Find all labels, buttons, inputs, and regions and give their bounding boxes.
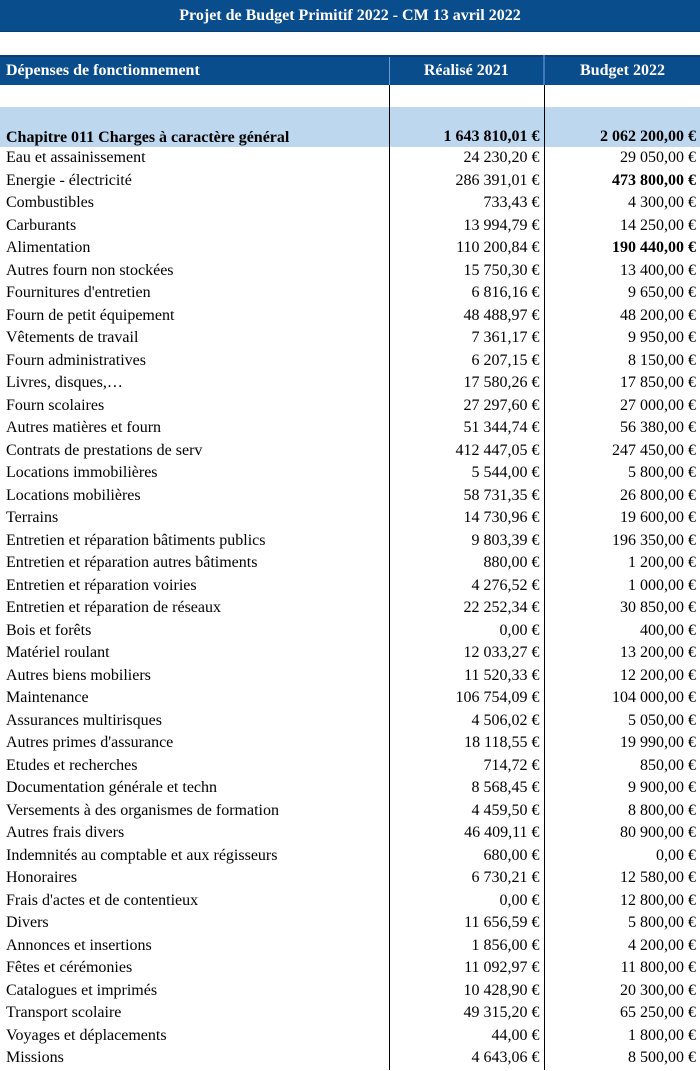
row-label: Voyages et déplacements	[0, 1025, 389, 1048]
row-realise: 27 297,60 €	[389, 395, 544, 418]
header-row	[0, 56, 700, 85]
row-label: Transport scolaire	[0, 1002, 389, 1025]
row-label: Frais d'actes et de contentieux	[0, 890, 389, 913]
row-realise: 44,00 €	[389, 1025, 544, 1048]
row-realise: 5 544,00 €	[389, 462, 544, 485]
row-label: Terrains	[0, 507, 389, 530]
row-realise: 48 488,97 €	[389, 305, 544, 328]
row-budget: 9 650,00 €	[628, 284, 696, 302]
header-budget: Budget 2022	[544, 56, 700, 85]
row-realise: 46 409,11 €	[389, 822, 544, 845]
row-budget: 9 950,00 €	[628, 329, 696, 347]
row-label: Contrats de prestations de serv	[0, 440, 389, 463]
row-label: Catalogues et imprimés	[0, 980, 389, 1003]
row-label: Autres biens mobiliers	[0, 665, 389, 688]
row-realise: 14 730,96 €	[389, 507, 544, 530]
row-budget: 5 050,00 €	[628, 711, 696, 729]
row-budget: 11 800,00 €	[620, 959, 696, 977]
chapter-budget: 2 062 200,00 €	[544, 107, 700, 147]
row-label: Livres, disques,…	[0, 372, 389, 395]
row-budget: 4 300,00 €	[628, 194, 696, 212]
row-label: Documentation générale et techn	[0, 777, 389, 800]
table-row	[0, 237, 700, 260]
row-budget: 19 990,00 €	[620, 734, 696, 752]
row-budget: 190 440,00 €	[612, 239, 696, 257]
table-row	[0, 777, 700, 800]
table-row	[0, 732, 700, 755]
table-row	[0, 260, 700, 283]
row-budget: 12 580,00 €	[620, 869, 696, 887]
row-label: Missions	[0, 1047, 389, 1070]
table-row	[0, 440, 700, 463]
row-budget: 400,00 €	[640, 621, 696, 639]
row-budget: 1 000,00 €	[628, 576, 696, 594]
row-budget: 4 200,00 €	[628, 936, 696, 954]
row-realise: 4 506,02 €	[389, 710, 544, 733]
row-budget: 1 200,00 €	[628, 554, 696, 572]
table-row	[0, 957, 700, 980]
table-row	[0, 170, 700, 193]
row-realise: 24 230,20 €	[389, 147, 544, 170]
row-realise: 106 754,09 €	[389, 687, 544, 710]
row-realise: 17 580,26 €	[389, 372, 544, 395]
table-row	[0, 687, 700, 710]
table-row	[0, 642, 700, 665]
row-budget: 247 450,00 €	[612, 441, 696, 459]
row-label: Maintenance	[0, 687, 389, 710]
row-label: Fourn scolaires	[0, 395, 389, 418]
row-label: Entretien et réparation bâtiments publics	[0, 530, 389, 553]
table-row	[0, 867, 700, 890]
row-budget: 48 200,00 €	[620, 306, 696, 324]
row-realise: 13 994,79 €	[389, 215, 544, 238]
row-realise: 10 428,90 €	[389, 980, 544, 1003]
table-row	[0, 935, 700, 958]
table-row	[0, 1025, 700, 1048]
table-row	[0, 890, 700, 913]
row-budget: 8 800,00 €	[628, 801, 696, 819]
row-budget: 0,00 €	[656, 846, 696, 864]
table-row	[0, 575, 700, 598]
row-budget: 5 800,00 €	[628, 464, 696, 482]
row-realise: 4 459,50 €	[389, 800, 544, 823]
row-budget: 17 850,00 €	[620, 374, 696, 392]
row-budget: 1 800,00 €	[628, 1026, 696, 1044]
row-label: Energie - électricité	[0, 170, 389, 193]
row-budget: 20 300,00 €	[620, 981, 696, 999]
table-row	[0, 282, 700, 305]
row-realise: 714,72 €	[389, 755, 544, 778]
row-realise: 110 200,84 €	[389, 237, 544, 260]
row-budget: 850,00 €	[640, 756, 696, 774]
row-label: Autres frais divers	[0, 822, 389, 845]
table-row	[0, 800, 700, 823]
expense-rows	[0, 147, 700, 1070]
row-realise: 11 092,97 €	[389, 957, 544, 980]
row-budget: 27 000,00 €	[620, 396, 696, 414]
row-label: Combustibles	[0, 192, 389, 215]
row-label: Fourn de petit équipement	[0, 305, 389, 328]
table-row	[0, 620, 700, 643]
table-row	[0, 552, 700, 575]
table-row	[0, 485, 700, 508]
row-budget: 8 500,00 €	[628, 1049, 696, 1067]
table-row	[0, 597, 700, 620]
row-label: Etudes et recherches	[0, 755, 389, 778]
row-label: Vêtements de travail	[0, 327, 389, 350]
row-budget: 65 250,00 €	[620, 1004, 696, 1022]
table-row	[0, 215, 700, 238]
row-budget: 13 200,00 €	[620, 644, 696, 662]
table-row	[0, 665, 700, 688]
row-budget: 5 800,00 €	[628, 914, 696, 932]
row-label: Fournitures d'entretien	[0, 282, 389, 305]
header-realise: Réalisé 2021	[389, 56, 544, 85]
row-realise: 9 803,39 €	[389, 530, 544, 553]
row-realise: 49 315,20 €	[389, 1002, 544, 1025]
row-realise: 12 033,27 €	[389, 642, 544, 665]
table-row	[0, 372, 700, 395]
table-row	[0, 530, 700, 553]
row-realise: 680,00 €	[389, 845, 544, 868]
row-budget: 13 400,00 €	[620, 261, 696, 279]
row-budget: 12 200,00 €	[620, 666, 696, 684]
row-budget: 9 900,00 €	[628, 779, 696, 797]
row-label: Matériel roulant	[0, 642, 389, 665]
row-budget: 29 050,00 €	[620, 149, 696, 167]
row-realise: 412 447,05 €	[389, 440, 544, 463]
row-label: Eau et assainissement	[0, 147, 389, 170]
row-realise: 8 568,45 €	[389, 777, 544, 800]
row-label: Autres primes d'assurance	[0, 732, 389, 755]
row-label: Annonces et insertions	[0, 935, 389, 958]
chapter-row	[0, 107, 700, 147]
chapter-label: Chapitre 011 Charges à caractère général	[0, 107, 389, 147]
header-label: Dépenses de fonctionnement	[0, 56, 389, 85]
row-label: Fêtes et cérémonies	[0, 957, 389, 980]
row-realise: 51 344,74 €	[389, 417, 544, 440]
table-row	[0, 395, 700, 418]
row-budget: 196 350,00 €	[612, 531, 696, 549]
row-label: Locations mobilières	[0, 485, 389, 508]
table-row	[0, 462, 700, 485]
row-label: Bois et forêts	[0, 620, 389, 643]
row-realise: 6 730,21 €	[389, 867, 544, 890]
table-row	[0, 1047, 700, 1070]
row-label: Indemnités au comptable et aux régisseurs	[0, 845, 389, 868]
row-label: Honoraires	[0, 867, 389, 890]
table-row	[0, 507, 700, 530]
row-realise: 7 361,17 €	[389, 327, 544, 350]
table-row	[0, 822, 700, 845]
table-row	[0, 327, 700, 350]
table-row	[0, 710, 700, 733]
row-realise: 6 816,16 €	[389, 282, 544, 305]
table-row	[0, 755, 700, 778]
row-label: Autres fourn non stockées	[0, 260, 389, 283]
row-realise: 0,00 €	[389, 890, 544, 913]
table-row	[0, 147, 700, 170]
row-label: Versements à des organismes de formation	[0, 800, 389, 823]
table-row	[0, 1002, 700, 1025]
row-realise: 1 856,00 €	[389, 935, 544, 958]
row-label: Carburants	[0, 215, 389, 238]
row-realise: 11 656,59 €	[389, 912, 544, 935]
row-budget: 473 800,00 €	[612, 171, 696, 189]
budget-table	[0, 55, 700, 1070]
row-budget: 26 800,00 €	[620, 486, 696, 504]
row-realise: 4 643,06 €	[389, 1047, 544, 1070]
row-label: Assurances multirisques	[0, 710, 389, 733]
row-budget: 56 380,00 €	[620, 419, 696, 437]
row-budget: 12 800,00 €	[620, 891, 696, 909]
row-budget: 30 850,00 €	[620, 599, 696, 617]
row-realise: 22 252,34 €	[389, 597, 544, 620]
spacer	[0, 32, 700, 55]
blank-row	[0, 85, 700, 107]
row-realise: 880,00 €	[389, 552, 544, 575]
row-label: Locations immobilières	[0, 462, 389, 485]
row-realise: 11 520,33 €	[389, 665, 544, 688]
row-budget: 104 000,00 €	[612, 689, 696, 707]
row-budget: 14 250,00 €	[620, 216, 696, 234]
row-realise: 18 118,55 €	[389, 732, 544, 755]
row-budget: 80 900,00 €	[620, 824, 696, 842]
row-budget: 8 150,00 €	[628, 351, 696, 369]
table-row	[0, 305, 700, 328]
table-row	[0, 192, 700, 215]
row-label: Fourn administratives	[0, 350, 389, 373]
table-row	[0, 912, 700, 935]
chapter-realise: 1 643 810,01 €	[389, 107, 544, 147]
row-realise: 0,00 €	[389, 620, 544, 643]
table-row	[0, 417, 700, 440]
row-realise: 733,43 €	[389, 192, 544, 215]
table-row	[0, 980, 700, 1003]
row-realise: 4 276,52 €	[389, 575, 544, 598]
row-label: Entretien et réparation de réseaux	[0, 597, 389, 620]
row-realise: 15 750,30 €	[389, 260, 544, 283]
row-label: Divers	[0, 912, 389, 935]
table-row	[0, 350, 700, 373]
document-title: Projet de Budget Primitif 2022 - CM 13 avril 2022	[0, 0, 700, 32]
row-label: Alimentation	[0, 237, 389, 260]
row-label: Entretien et réparation voiries	[0, 575, 389, 598]
row-realise: 286 391,01 €	[389, 170, 544, 193]
table-row	[0, 845, 700, 868]
row-budget: 19 600,00 €	[620, 509, 696, 527]
row-realise: 58 731,35 €	[389, 485, 544, 508]
row-label: Entretien et réparation autres bâtiments	[0, 552, 389, 575]
row-realise: 6 207,15 €	[389, 350, 544, 373]
row-label: Autres matières et fourn	[0, 417, 389, 440]
